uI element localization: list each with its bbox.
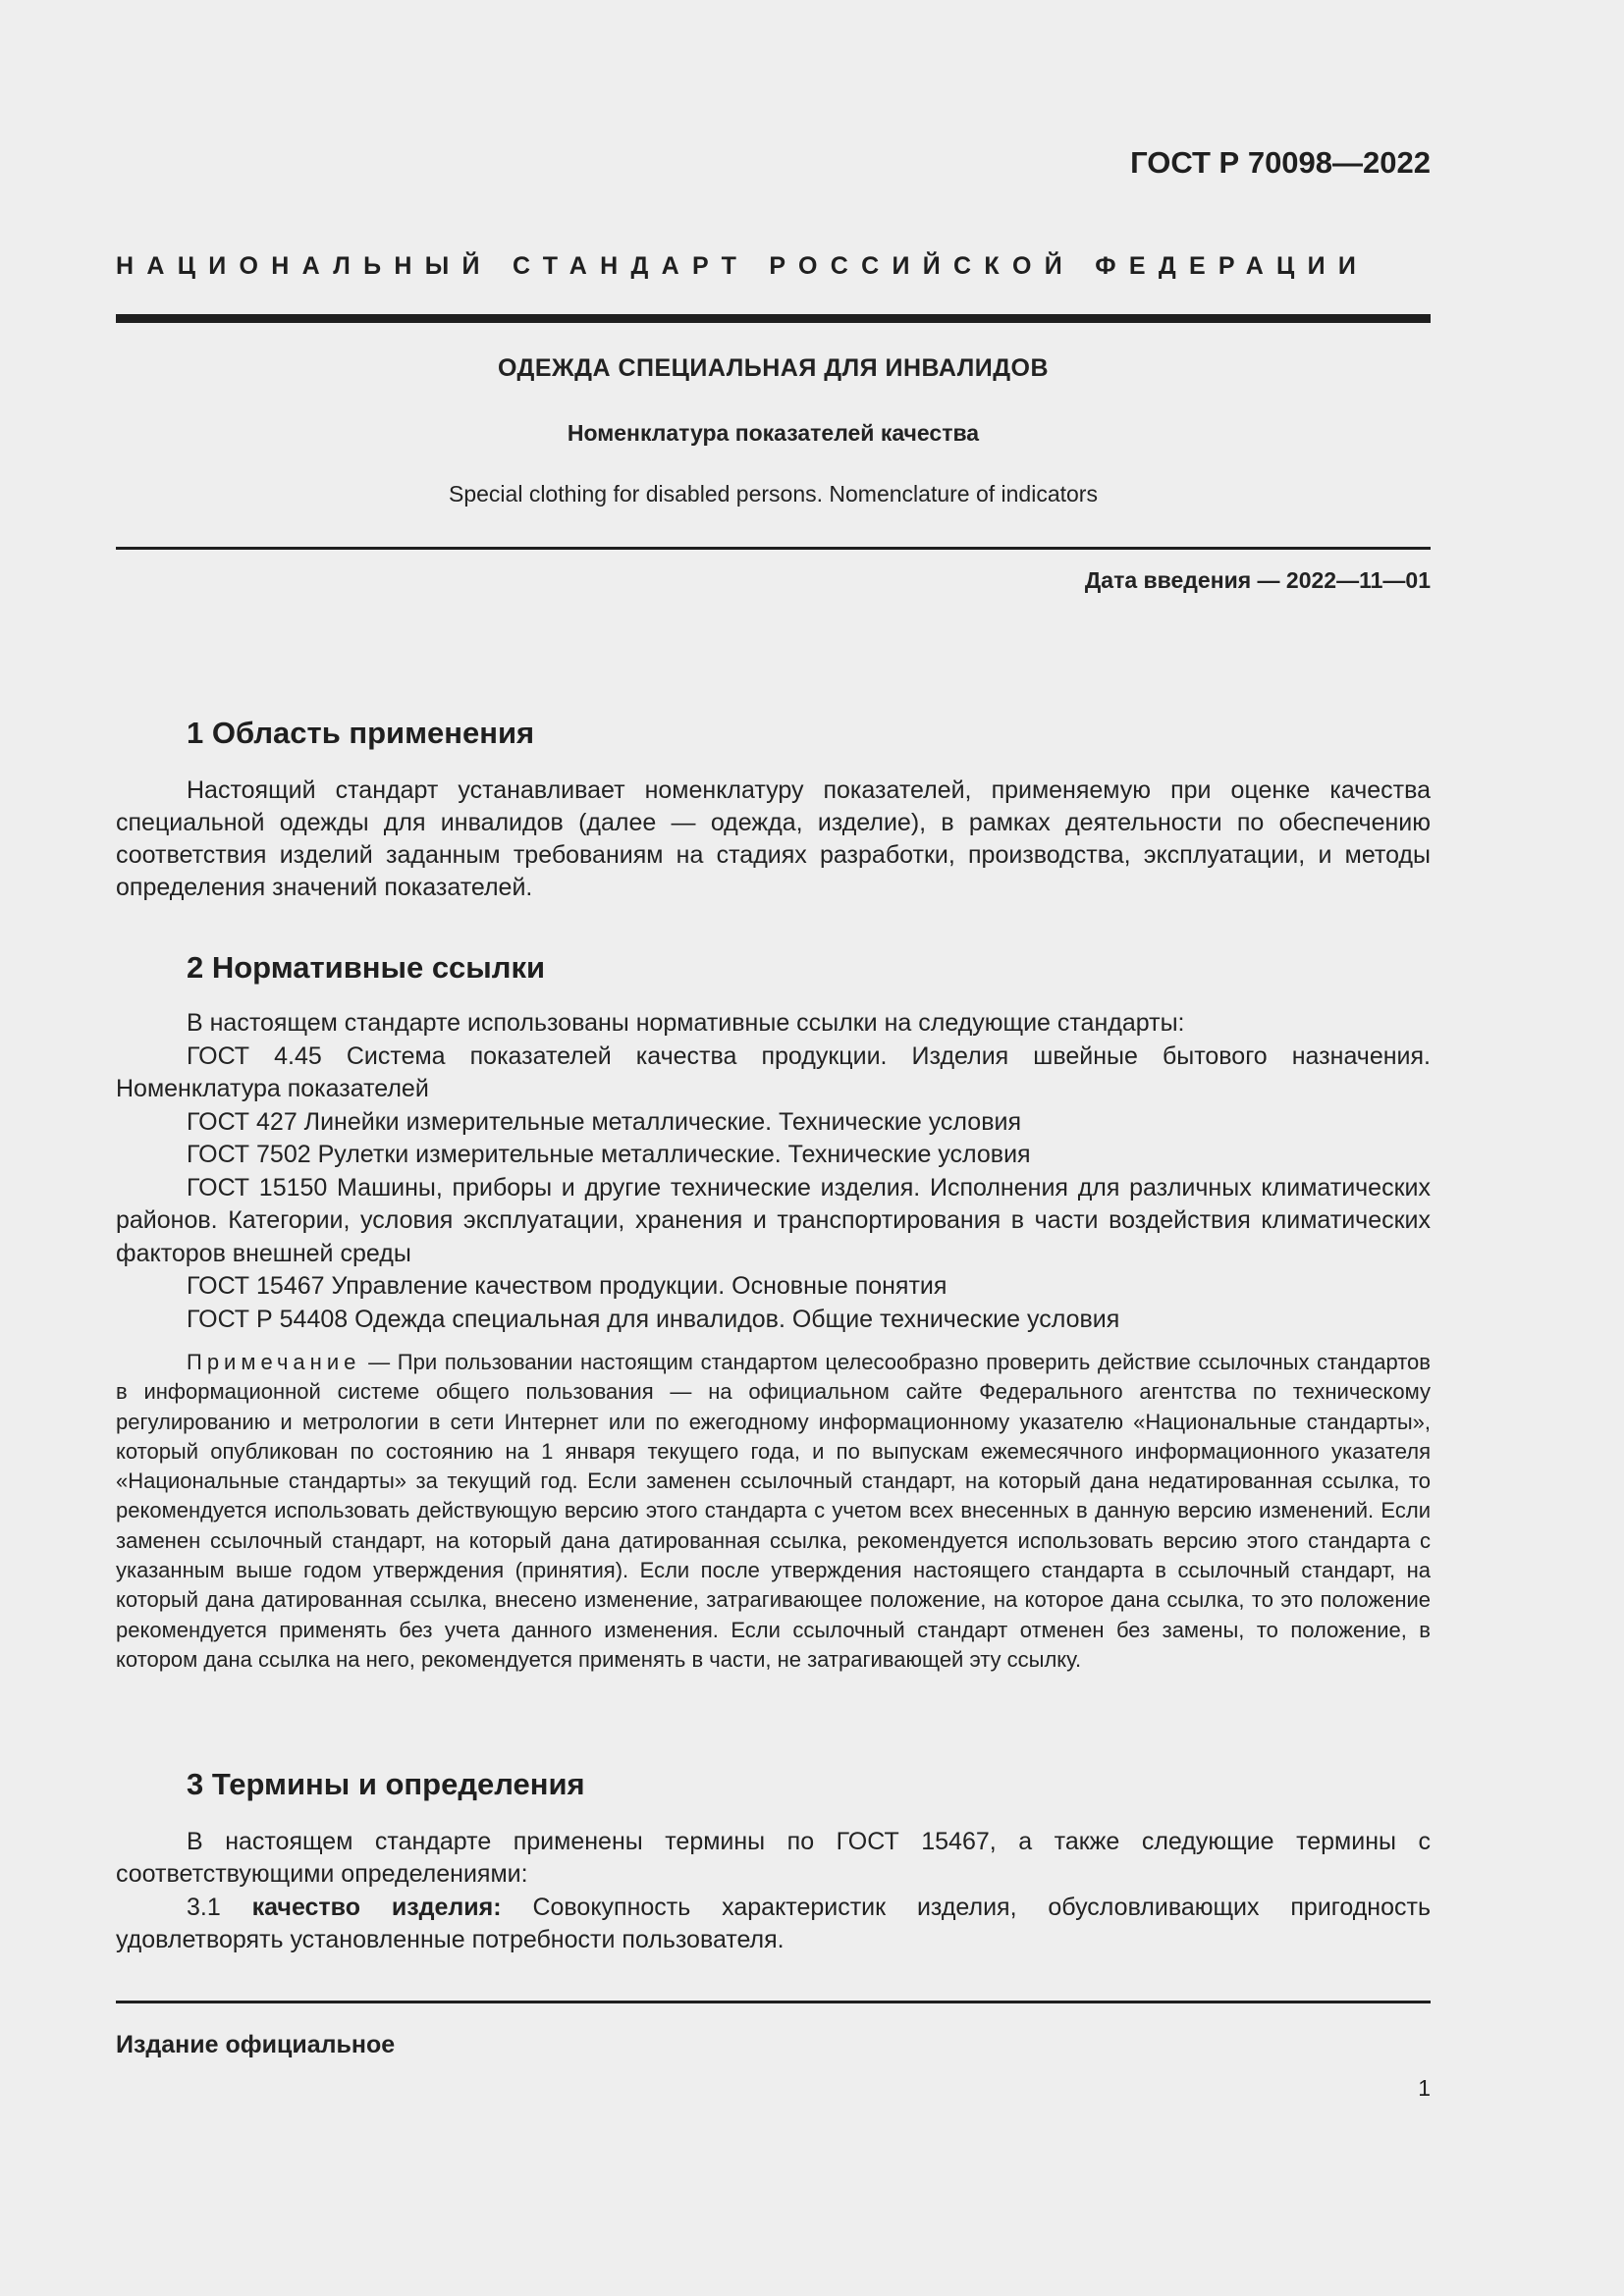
page-number: 1 [1418,2075,1431,2101]
reference-item: ГОСТ 15150 Машины, приборы и другие технические изделия. Исполнения для различных климатических районов. Категории, условия эксплуатации, хранения и транспортирования в части воздействия климатических факторов внешней среды [116,1173,1431,1267]
section-1-text [116,774,1431,904]
reference-item: ГОСТ Р 54408 Одежда специальная для инвалидов. Общие технические условия [187,1305,1120,1333]
section-2-heading: 2 Нормативные ссылки [187,950,546,985]
title-divider [116,547,1431,550]
term-number: 3.1 [187,1894,221,1921]
term-name: качество изделия: [251,1894,502,1921]
term-definition [116,1892,1431,1956]
section-1-heading: 1 Область применения [187,716,535,750]
section-3-intro-text: В настоящем стандарте применены термины по ГОСТ 15467, а также следующие термины с соответствующими определениями: [116,1828,1431,1888]
official-edition: Издание официальное [116,2031,396,2058]
note-label: Примечание [187,1350,361,1374]
thick-divider [116,314,1431,323]
reference-item: ГОСТ 15467 Управление качеством продукции. Основные понятия [187,1272,947,1300]
document-subtitle: Номенклатура показателей качества [567,420,980,446]
reference-item: ГОСТ 4.45 Система показателей качества продукции. Изделия швейные бытового назначения. Номенклатура показателей [116,1041,1431,1102]
term-definition-text: Совокупность характеристик изделия, обусловливающих пригодность удовлетворять установленные потребности пользователя. [116,1894,1431,1953]
normative-references [116,1007,1431,1336]
document-title: ОДЕЖДА СПЕЦИАЛЬНАЯ ДЛЯ ИНВАЛИДОВ [497,354,1050,382]
footer-divider [116,2001,1431,2003]
note-text: — При пользовании настоящим стандартом целесообразно проверить действие ссылочных стандартов в информационной системе общего пользования — на официальном сайте Федерального агентства по техническому регулированию и метрологии в сети Интернет или по ежегодному информационному указателю «Национальные стандарты», который опубликован по состоянию на 1 января текущего года, и по выпускам ежемесячного информационного указателя «Национальные стандарты» за текущий год. Если заменен ссылочный стандарт, на который дана недатированная ссылка, то рекомендуется использовать действующую версию этого стандарта с учетом всех внесенных в данную версию изменений. Если заменен ссылочный стандарт, на который дана датированная ссылка, рекомендуется использовать версию этого стандарта с указанным выше годом утверждения (принятия). Если после утверждения настоящего стандарта в ссылочный стандарт, на который дана датированная ссылка, внесено изменение, затрагивающее положение, на которое дана ссылка, то это положение рекомендуется применять без учета данного изменения. Если ссылочный стандарт отменен без замены, то положение, в котором дана ссылка на него, рекомендуется применять в части, не затрагивающей эту ссылку. [116,1350,1431,1672]
section-1-body: Настоящий стандарт устанавливает номенклатуру показателей, применяемую при оценке качества специальной одежды для инвалидов (далее — одежда, изделие), в рамках деятельности по обеспечению соответствия изделий заданным требованиям на стадиях разработки, производства, эксплуатации, и методы определения значений показателей. [116,776,1431,901]
section-3-intro [116,1826,1431,1891]
introduction-date: Дата введения — 2022—11—01 [1084,567,1431,593]
references-note [116,1348,1431,1675]
gost-code: ГОСТ Р 70098—2022 [1130,145,1431,180]
national-standard-banner: НАЦИОНАЛЬНЫЙ СТАНДАРТ РОССИЙСКОЙ ФЕДЕРАЦИИ [116,252,1370,280]
reference-item: ГОСТ 7502 Рулетки измерительные металлические. Технические условия [187,1141,1031,1168]
references-intro: В настоящем стандарте использованы нормативные ссылки на следующие стандарты: [187,1009,1185,1037]
section-3-heading: 3 Термины и определения [187,1767,585,1801]
english-title: Special clothing for disabled persons. Nomenclature of indicators [449,481,1098,507]
reference-item: ГОСТ 427 Линейки измерительные металлические. Технические условия [187,1107,1021,1136]
